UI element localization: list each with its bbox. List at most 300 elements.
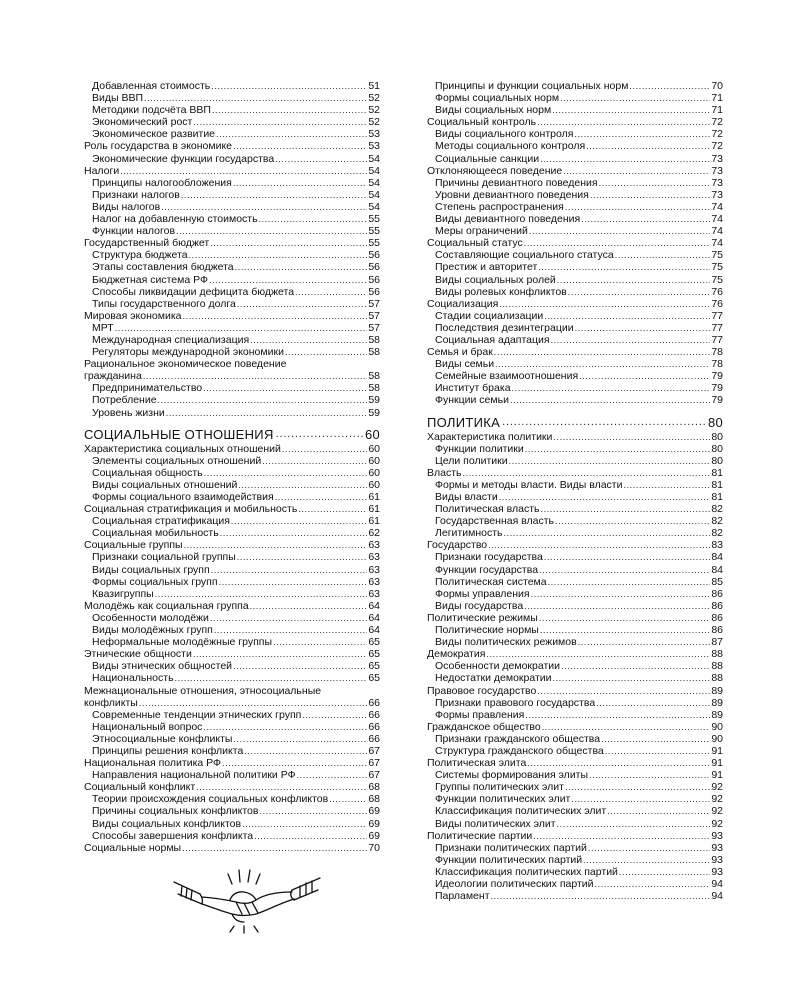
toc-leader-dots: [578, 638, 711, 646]
toc-page-number: 56: [368, 261, 380, 274]
toc-entry-title: Престиж и авторитет: [435, 261, 538, 274]
toc-page-number: 75: [711, 261, 723, 274]
toc-page-number: 56: [368, 273, 380, 286]
toc-leader-dots: [574, 130, 710, 138]
toc-entry-title: Этносоциальные конфликты: [92, 732, 233, 745]
toc-page-number: 60: [368, 478, 380, 491]
toc-entry: [427, 564, 723, 576]
toc-leader-dots: [250, 602, 368, 610]
toc-entry-title: гражданина: [84, 370, 142, 383]
toc-entry-title: Социальная мобильность: [92, 527, 219, 540]
toc-entry-title: Формы и методы власти. Виды власти: [435, 478, 623, 491]
toc-page-number: 86: [711, 599, 723, 612]
toc-entry: [84, 104, 380, 116]
toc-page-number: 57: [368, 321, 380, 334]
toc-leader-dots: [233, 179, 368, 187]
toc-entry-title: Государство: [427, 539, 488, 552]
toc-leader-dots: [193, 650, 367, 658]
toc-entry: [427, 866, 723, 878]
toc-entry-title: Социальная стратификация и мобильность: [84, 503, 298, 516]
toc-entry-title: Системы формирования элиты: [435, 769, 589, 782]
toc-page-number: 66: [368, 720, 380, 733]
toc-leader-dots: [531, 590, 711, 598]
toc-page-number: 70: [368, 841, 380, 854]
toc-leader-dots: [527, 759, 710, 767]
toc-leader-dots: [583, 856, 710, 864]
toc-leader-dots: [552, 106, 710, 114]
toc-leader-dots: [533, 832, 710, 840]
toc-entry: [427, 515, 723, 527]
toc-entry-title: Национальность: [92, 672, 174, 685]
toc-page-number: 55: [368, 225, 380, 238]
toc-page-number: 64: [368, 599, 380, 612]
toc-leader-dots: [184, 541, 368, 549]
toc-leader-dots: [590, 191, 711, 199]
toc-page-number: 85: [711, 575, 723, 588]
toc-leader-dots: [586, 143, 710, 151]
toc-entry-title: Формы социальных групп: [92, 575, 218, 588]
toc-entry-title: Виды социального контроля: [435, 128, 574, 141]
toc-page-number: 74: [711, 225, 723, 238]
toc-entry: [84, 781, 380, 793]
toc-entry-title: Степень распространения: [435, 200, 564, 213]
toc-entry-title: Виды социальных норм: [435, 104, 552, 117]
toc-entry: [427, 551, 723, 563]
toc-entry: [427, 177, 723, 189]
toc-entry: [427, 830, 723, 842]
toc-page-number: 65: [368, 660, 380, 673]
toc-page-number: 76: [711, 297, 723, 310]
toc-entry-title: МРТ: [92, 321, 114, 334]
toc-entry-title: Характеристика социальных отношений: [84, 442, 281, 455]
toc-entry: [427, 382, 723, 394]
toc-entry: [427, 890, 723, 902]
toc-entry-title: Политические партии: [427, 829, 533, 842]
toc-page-number: 74: [711, 213, 723, 226]
toc-page-number: 86: [711, 587, 723, 600]
toc-leader-dots: [204, 469, 368, 477]
toc-leader-dots: [220, 529, 368, 537]
toc-entry-title: Меры ограничений: [435, 225, 528, 238]
toc-entry-title: Этнические общности: [84, 648, 192, 661]
toc-entry-title: Классификация политических партий: [435, 865, 618, 878]
toc-page-number: 70: [711, 80, 723, 92]
toc-leader-dots: [463, 469, 711, 477]
toc-entry: [427, 201, 723, 213]
toc-entry: [84, 539, 380, 551]
toc-entry: [427, 600, 723, 612]
toc-entry: [427, 805, 723, 817]
toc-entry: [84, 177, 380, 189]
toc-leader-dots: [510, 397, 710, 405]
toc-entry: [84, 830, 380, 842]
toc-entry-title: Национальный вопрос: [92, 720, 203, 733]
toc-entry: [427, 527, 723, 539]
toc-entry-title: Парламент: [435, 890, 490, 903]
toc-entry: [427, 370, 723, 382]
toc-page-number: 82: [711, 515, 723, 528]
toc-entry-title: Современные тенденции этнических групп: [92, 708, 302, 721]
toc-page-number: 69: [368, 829, 380, 842]
toc-leader-dots: [599, 179, 711, 187]
toc-entry: [427, 878, 723, 890]
toc-entry-title: Семья и брак: [427, 346, 493, 359]
toc-leader-dots: [555, 517, 710, 525]
toc-entry-title: Классификация политических элит: [435, 805, 607, 818]
toc-page-number: 60: [364, 426, 380, 442]
toc-entry-title: Составляющие социального статуса: [435, 249, 614, 262]
toc-entry: [84, 92, 380, 104]
toc-entry: [427, 612, 723, 624]
toc-leader-dots: [183, 312, 368, 320]
toc-leader-dots: [237, 554, 368, 562]
toc-leader-dots: [237, 300, 367, 308]
toc-page-number: 60: [368, 466, 380, 479]
toc-leader-dots: [120, 167, 367, 175]
toc-leader-dots: [509, 457, 711, 465]
toc-leader-dots: [193, 118, 367, 126]
toc-page-number: 67: [368, 744, 380, 757]
toc-page-number: 84: [711, 551, 723, 564]
toc-leader-dots: [491, 892, 711, 900]
toc-leader-dots: [524, 602, 710, 610]
toc-entry-title: Признаки социальной группы: [92, 551, 236, 564]
toc-page-number: 92: [711, 793, 723, 806]
toc-entry-title: Методы социального контроля: [435, 140, 586, 153]
toc-leader-dots: [538, 264, 710, 272]
toc-entry-title: Политическая власть: [435, 503, 540, 516]
toc-entry-title: Институт брака: [435, 382, 511, 395]
toc-entry-title: Социальная стратификация: [92, 515, 230, 528]
toc-entry: [427, 443, 723, 455]
toc-leader-dots: [540, 626, 710, 634]
toc-entry: [427, 140, 723, 152]
toc-page-number: 72: [711, 140, 723, 153]
toc-leader-dots: [568, 288, 711, 296]
toc-entry: [427, 310, 723, 322]
toc-page-number: 61: [368, 503, 380, 516]
toc-page-number: 66: [368, 696, 380, 709]
toc-leader-dots: [254, 832, 367, 840]
toc-page-number: 92: [711, 781, 723, 794]
toc-leader-dots: [551, 336, 711, 344]
toc-entry-title: Формы правления: [435, 708, 525, 721]
toc-leader-dots: [238, 481, 367, 489]
toc-leader-dots: [175, 675, 368, 683]
toc-leader-dots: [275, 155, 367, 163]
toc-entry: [427, 479, 723, 491]
toc-leader-dots: [607, 808, 710, 816]
toc-entry: [84, 80, 380, 92]
toc-entry: [427, 298, 723, 310]
toc-entry: [427, 854, 723, 866]
toc-entry-title: Формы социальных норм: [435, 92, 560, 105]
toc-entry-title: Добавленная стоимость: [92, 80, 211, 92]
toc-page-number: 71: [711, 104, 723, 117]
toc-leader-dots: [233, 662, 367, 670]
toc-page-number: 78: [711, 346, 723, 359]
toc-entry: [84, 612, 380, 624]
toc-page-number: 60: [368, 454, 380, 467]
toc-entry-title: Виды социальных отношений: [92, 478, 238, 491]
toc-page-number: 58: [368, 370, 380, 383]
toc-leader-dots: [242, 820, 367, 828]
toc-page-number: 65: [368, 672, 380, 685]
toc-leader-dots: [579, 372, 710, 380]
toc-entry: [427, 660, 723, 672]
toc-entry: [427, 116, 723, 128]
toc-page-number: 81: [711, 466, 723, 479]
toc-leader-dots: [235, 264, 368, 272]
toc-page-number: 91: [711, 757, 723, 770]
toc-entry: [84, 346, 380, 358]
toc-entry: [84, 165, 380, 177]
toc-leader-dots: [565, 783, 710, 791]
toc-entry-title: Теории происхождения социальных конфликтов: [92, 793, 329, 806]
toc-entry: [427, 286, 723, 298]
toc-entry: [427, 636, 723, 648]
toc-leader-dots: [542, 723, 711, 731]
toc-entry-title: Признаки правового государства: [435, 696, 596, 709]
toc-entry-title: Этапы составления бюджета: [92, 261, 234, 274]
toc-page-number: 52: [368, 116, 380, 129]
toc-entry-title: ПОЛИТИКА: [427, 414, 501, 430]
toc-page-number: 61: [368, 491, 380, 503]
toc-page-number: 73: [711, 164, 723, 177]
toc-leader-dots: [615, 251, 711, 259]
toc-entry: [427, 322, 723, 334]
toc-page-number: 81: [711, 491, 723, 503]
toc-entry: [427, 213, 723, 225]
toc-page-number: 64: [368, 611, 380, 624]
toc-page-number: 88: [711, 648, 723, 661]
toc-page-number: 66: [368, 708, 380, 721]
toc-page-number: 94: [711, 890, 723, 903]
toc-leader-dots: [539, 566, 710, 574]
toc-page-number: 55: [368, 213, 380, 226]
toc-page-number: 56: [368, 285, 380, 298]
toc-entry: [427, 745, 723, 757]
toc-entry: [427, 733, 723, 745]
toc-page-number: 78: [711, 358, 723, 371]
toc-page-number: 52: [368, 92, 380, 105]
toc-leader-dots: [244, 747, 367, 755]
toc-page-number: 69: [368, 817, 380, 830]
toc-page-number: 59: [368, 406, 380, 419]
toc-entry: [427, 261, 723, 273]
toc-entry: [84, 310, 380, 322]
toc-leader-dots: [181, 191, 367, 199]
toc-entry-title: Политическая система: [435, 575, 547, 588]
toc-page-number: 53: [368, 128, 380, 141]
toc-page-number: 68: [368, 793, 380, 806]
toc-leader-dots: [499, 300, 710, 308]
toc-leader-dots: [139, 699, 367, 707]
toc-page-number: 89: [711, 696, 723, 709]
toc-entry-title: Виды ролевых конфликтов: [435, 285, 567, 298]
toc-leader-dots: [259, 215, 368, 223]
toc-entry-title: Идеологии политических партий: [435, 878, 594, 890]
toc-entry: [84, 261, 380, 273]
toc-leader-dots: [161, 203, 367, 211]
toc-leader-dots: [504, 529, 711, 537]
toc-entry: [84, 286, 380, 298]
toc-entry: [84, 564, 380, 576]
toc-entry-title: Цели политики: [435, 454, 508, 467]
toc-leader-dots: [561, 662, 710, 670]
toc-page-number: 80: [711, 454, 723, 467]
toc-entry: [84, 467, 380, 479]
toc-entry-title: Способы ликвидации дефицита бюджета: [92, 285, 295, 298]
toc-leader-dots: [211, 566, 368, 574]
toc-entry: [427, 455, 723, 467]
toc-leader-dots: [182, 844, 367, 852]
toc-page-number: 89: [711, 684, 723, 697]
toc-page-number: 91: [711, 769, 723, 782]
toc-entry: [84, 757, 380, 769]
toc-entry: [84, 407, 380, 419]
toc-column-left: [84, 80, 380, 854]
toc-leader-dots: [537, 687, 710, 695]
toc-page-number: 63: [368, 563, 380, 576]
toc-page-number: 86: [711, 611, 723, 624]
toc-entry: [427, 153, 723, 165]
toc-page-number: 53: [368, 140, 380, 153]
toc-entry: [84, 128, 380, 140]
toc-entry: [427, 757, 723, 769]
toc-entry: [84, 818, 380, 830]
toc-entry: [84, 491, 380, 503]
toc-leader-dots: [231, 517, 367, 525]
toc-entry: [427, 249, 723, 261]
toc-entry-title: Признаки политических партий: [435, 841, 587, 854]
toc-leader-dots: [262, 457, 367, 465]
toc-entry: [84, 745, 380, 757]
toc-entry: [427, 709, 723, 721]
toc-page-number: 65: [368, 636, 380, 649]
toc-entry-title: Структура гражданского общества: [435, 744, 604, 757]
toc-entry-title: Социальные группы: [84, 539, 183, 552]
toc-entry-title: Предпринимательство: [92, 382, 203, 395]
toc-entry-title: Уровни девиантного поведения: [435, 188, 589, 201]
toc-page-number: 72: [711, 128, 723, 141]
toc-entry-title: Функции налогов: [92, 225, 176, 238]
toc-entry-title: Гражданское общество: [427, 720, 541, 733]
toc-page-number: 92: [711, 817, 723, 830]
toc-leader-dots: [571, 795, 710, 803]
toc-page-number: 67: [368, 769, 380, 782]
toc-entry: [427, 431, 723, 443]
toc-entry: [84, 479, 380, 491]
toc-entry: [427, 225, 723, 237]
toc-entry: [84, 382, 380, 394]
toc-entry-title: Уровень жизни: [92, 406, 165, 419]
toc-page-number: 76: [711, 285, 723, 298]
toc-entry-title: Характеристика политики: [427, 430, 553, 443]
toc-entry: [427, 92, 723, 104]
toc-page-number: 72: [711, 116, 723, 129]
toc-entry: [427, 672, 723, 684]
toc-entry-title: Особенности молодёжи: [92, 611, 209, 624]
toc-entry: [427, 588, 723, 600]
toc-page-number: 65: [368, 648, 380, 661]
toc-entry-title: Потребление: [92, 394, 157, 407]
toc-entry: [427, 721, 723, 733]
toc-page-number: 79: [711, 370, 723, 383]
toc-page-number: 58: [368, 346, 380, 359]
toc-entry-title: конфликты: [84, 696, 138, 709]
toc-entry-title: Принципы налогообложения: [92, 176, 232, 189]
toc-entry-title: Методики подсчёта ВВП: [92, 104, 211, 117]
toc-entry-title: Международная специализация: [92, 333, 250, 346]
toc-leader-dots: [233, 735, 367, 743]
toc-page-number: 93: [711, 865, 723, 878]
toc-entry-title: Виды социальных групп: [92, 563, 210, 576]
toc-entry-title: Национальная политика РФ: [84, 757, 222, 770]
toc-entry-title: Виды социальных конфликтов: [92, 817, 242, 830]
toc-page-number: 62: [368, 527, 380, 540]
toc-entry: [84, 527, 380, 539]
toc-page-number: 77: [711, 321, 723, 334]
toc-entry: [427, 491, 723, 503]
toc-entry-title: Экономическое развитие: [92, 128, 216, 141]
toc-entry: [84, 769, 380, 781]
toc-entry-title: Социальный конфликт: [84, 781, 196, 794]
toc-page-number: 89: [711, 708, 723, 721]
toc-leader-dots: [196, 783, 367, 791]
toc-entry-title: Последствия дезинтеграции: [435, 321, 574, 334]
toc-entry-title: Причины девиантного поведения: [435, 176, 598, 189]
toc-page-number: 54: [368, 200, 380, 213]
toc-entry: [84, 213, 380, 225]
toc-entry-title: Отклоняющееся поведение: [427, 164, 563, 177]
handshake-icon: [172, 864, 322, 934]
toc-entry: [427, 697, 723, 709]
toc-entry-title: Легитимность: [435, 527, 503, 540]
toc-leader-dots: [524, 239, 711, 247]
toc-column-right: [427, 80, 723, 902]
toc-entry-title: СОЦИАЛЬНЫЕ ОТНОШЕНИЯ: [84, 426, 274, 442]
toc-leader-dots: [557, 276, 711, 284]
toc-entry-title: Виды семьи: [435, 358, 495, 371]
toc-leader-dots: [502, 418, 706, 428]
toc-page-number: 88: [711, 672, 723, 685]
toc-entry: [427, 781, 723, 793]
toc-entry: [84, 721, 380, 733]
toc-section-heading: [84, 419, 380, 443]
toc-entry-title: Виды ВВП: [92, 92, 144, 105]
toc-leader-dots: [575, 324, 711, 332]
toc-leader-dots: [210, 614, 367, 622]
toc-leader-dots: [544, 312, 710, 320]
toc-page-number: 93: [711, 829, 723, 842]
toc-entry-title: Налоги: [84, 164, 120, 177]
toc-page-number: 82: [711, 503, 723, 516]
toc-entry: [427, 842, 723, 854]
toc-leader-dots: [494, 348, 711, 356]
toc-entry-title: Типы государственного долга: [92, 297, 236, 310]
toc-page-number: 63: [368, 575, 380, 588]
toc-entry: [84, 249, 380, 261]
toc-page-number: 63: [368, 551, 380, 564]
toc-leader-dots: [588, 844, 710, 852]
toc-entry: [84, 153, 380, 165]
toc-entry-title: Признаки налогов: [92, 188, 180, 201]
toc-entry-title: Причины социальных конфликтов: [92, 805, 259, 818]
toc-page-number: 77: [711, 309, 723, 322]
toc-entry: [427, 237, 723, 249]
toc-entry-title: Элементы социальных отношений: [92, 454, 262, 467]
